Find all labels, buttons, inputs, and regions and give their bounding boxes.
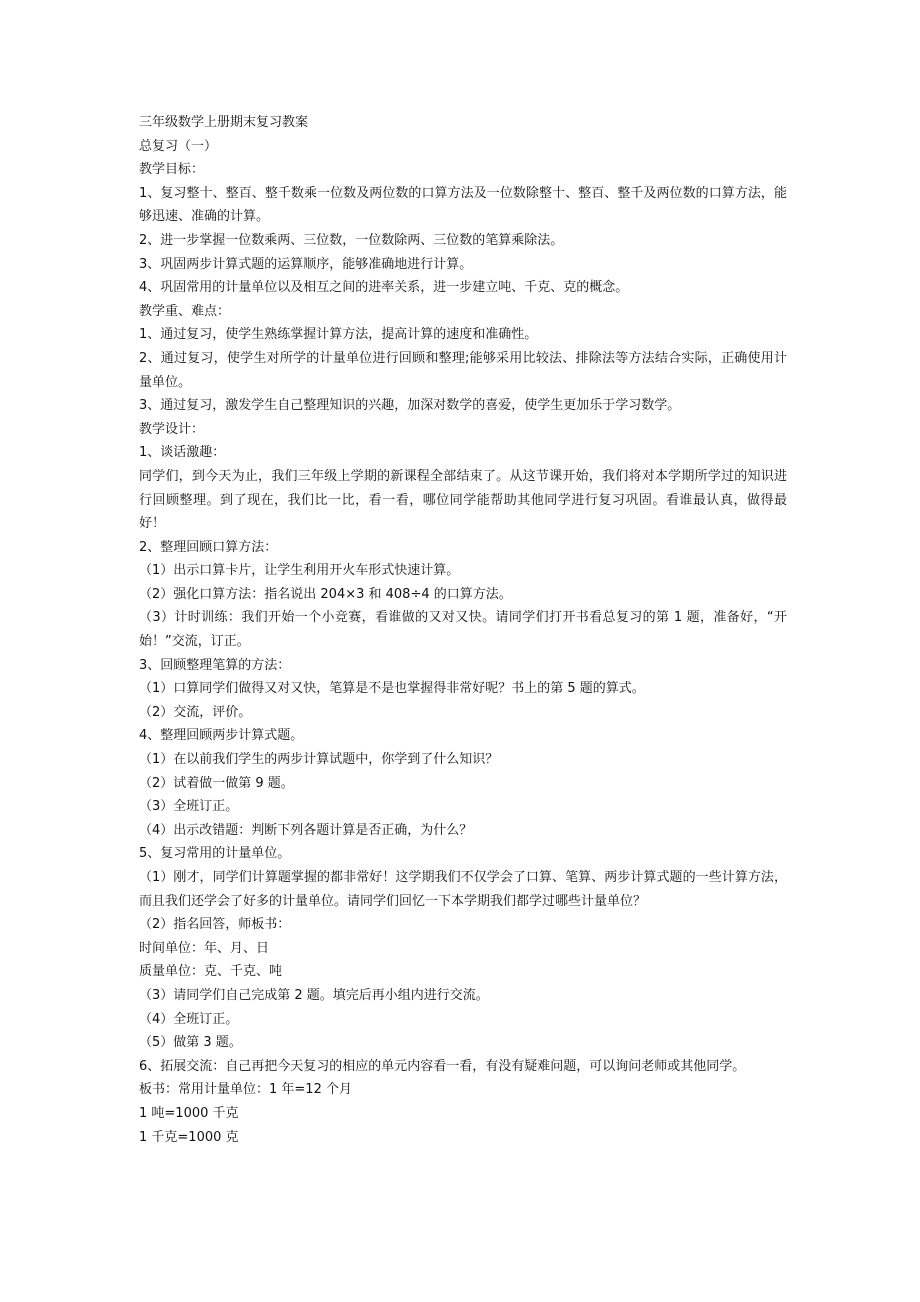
text-line: 教学重、难点： <box>139 303 231 319</box>
text-line: （1）刚才，同学们计算题掌握的都非常好！这学期我们不仅学会了口算、笔算、两步计算式题的一些计算方法，而且我们还学会了好多的计量单位。请同学们回忆一下本学期我们都学过哪些计量单位？ <box>139 870 787 909</box>
text-line: （5）做第 3 题。 <box>139 1035 242 1051</box>
text-line: 5、复习常用的计量单位。 <box>139 846 291 862</box>
text-line: （3）全班订正。 <box>139 799 239 815</box>
text-line: （1）口算同学们做得又对又快，笔算是不是也掌握得非常好呢？书上的第 5 题的算式。 <box>139 681 645 697</box>
text-line: （1）出示口算卡片，让学生利用开火车形式快速计算。 <box>139 563 460 579</box>
text-line: （4）出示改错题：判断下列各题计算是否正确，为什么？ <box>139 822 473 838</box>
document-body <box>139 111 787 1149</box>
text-line: 2、进一步掌握一位数乘两、三位数，一位数除两、三位数的笔算乘除法。 <box>139 232 564 248</box>
text-line: 2、整理回顾口算方法： <box>139 539 278 555</box>
text-line: （3）计时训练：我们开始一个小竞赛，看谁做的又对又快。请同学们打开书看总复习的第 1 题，准备好，“开始！”交流，订正。 <box>139 610 787 650</box>
text-line: 2、通过复习，使学生对所学的计量单位进行回顾和整理;能够采用比较法、排除法等方法结合实际，正确使用计量单位。 <box>139 350 787 390</box>
text-line: 1、谈话激趣： <box>139 445 226 461</box>
text-line: 1、复习整十、整百、整千数乘一位数及两位数的口算方法及一位数除整十、整百、整千及两位数的口算方法，能够迅速、准确的计算。 <box>139 185 787 225</box>
text-line: 板书：常用计量单位：1 年=12 个月 <box>139 1082 352 1098</box>
text-line: 时间单位：年、月、日 <box>139 940 270 956</box>
text-line: （3）请同学们自己完成第 2 题。填完后再小组内进行交流。 <box>139 987 489 1003</box>
text-line: （2）强化口算方法：指名说出 204×3 和 408÷4 的口算方法。 <box>139 586 512 602</box>
text-line: 1 吨=1000 千克 <box>139 1105 239 1121</box>
text-line: 同学们，到今天为止，我们三年级上学期的新课程全部结束了。从这节课开始，我们将对本学期所学过的知识进行回顾整理。到了现在，我们比一比，看一看，哪位同学能帮助其他同学进行复习巩固。看谁最认真，做得最好！ <box>139 468 787 532</box>
text-line: （2）试着做一做第 9 题。 <box>139 775 294 791</box>
text-line: 1、通过复习，使学生熟练掌握计算方法，提高计算的速度和准确性。 <box>139 327 538 343</box>
text-line: 3、通过复习，激发学生自己整理知识的兴趣，加深对数学的喜爱，使学生更加乐于学习数学。 <box>139 398 681 414</box>
text-line: 4、整理回顾两步计算式题。 <box>139 728 304 744</box>
text-line: 3、回顾整理笔算的方法： <box>139 657 291 673</box>
text-line: 教学设计： <box>139 421 205 437</box>
text-line: （4）全班订正。 <box>139 1011 239 1027</box>
text-line: （2）交流，评价。 <box>139 704 252 720</box>
text-line: 教学目标： <box>139 162 205 178</box>
text-line: 3、巩固两步计算式题的运算顺序，能够准确地进行计算。 <box>139 256 473 272</box>
text-line: 6、拓展交流：自己再把今天复习的相应的单元内容看一看，有没有疑难问题，可以询问老师或其他同学。 <box>139 1058 746 1074</box>
text-line: 总复习（一） <box>139 138 218 154</box>
text-line: （1）在以前我们学生的两步计算试题中，你学到了什么知识？ <box>139 752 499 768</box>
text-line: 4、巩固常用的计量单位以及相互之间的进率关系，进一步建立吨、千克、克的概念。 <box>139 280 629 296</box>
document-title: 三年级数学上册期末复习教案 <box>139 115 309 130</box>
text-line: 质量单位：克、千克、吨 <box>139 964 283 980</box>
text-line: （2）指名回答，师板书： <box>139 917 291 933</box>
text-line: 1 千克=1000 克 <box>139 1129 239 1145</box>
